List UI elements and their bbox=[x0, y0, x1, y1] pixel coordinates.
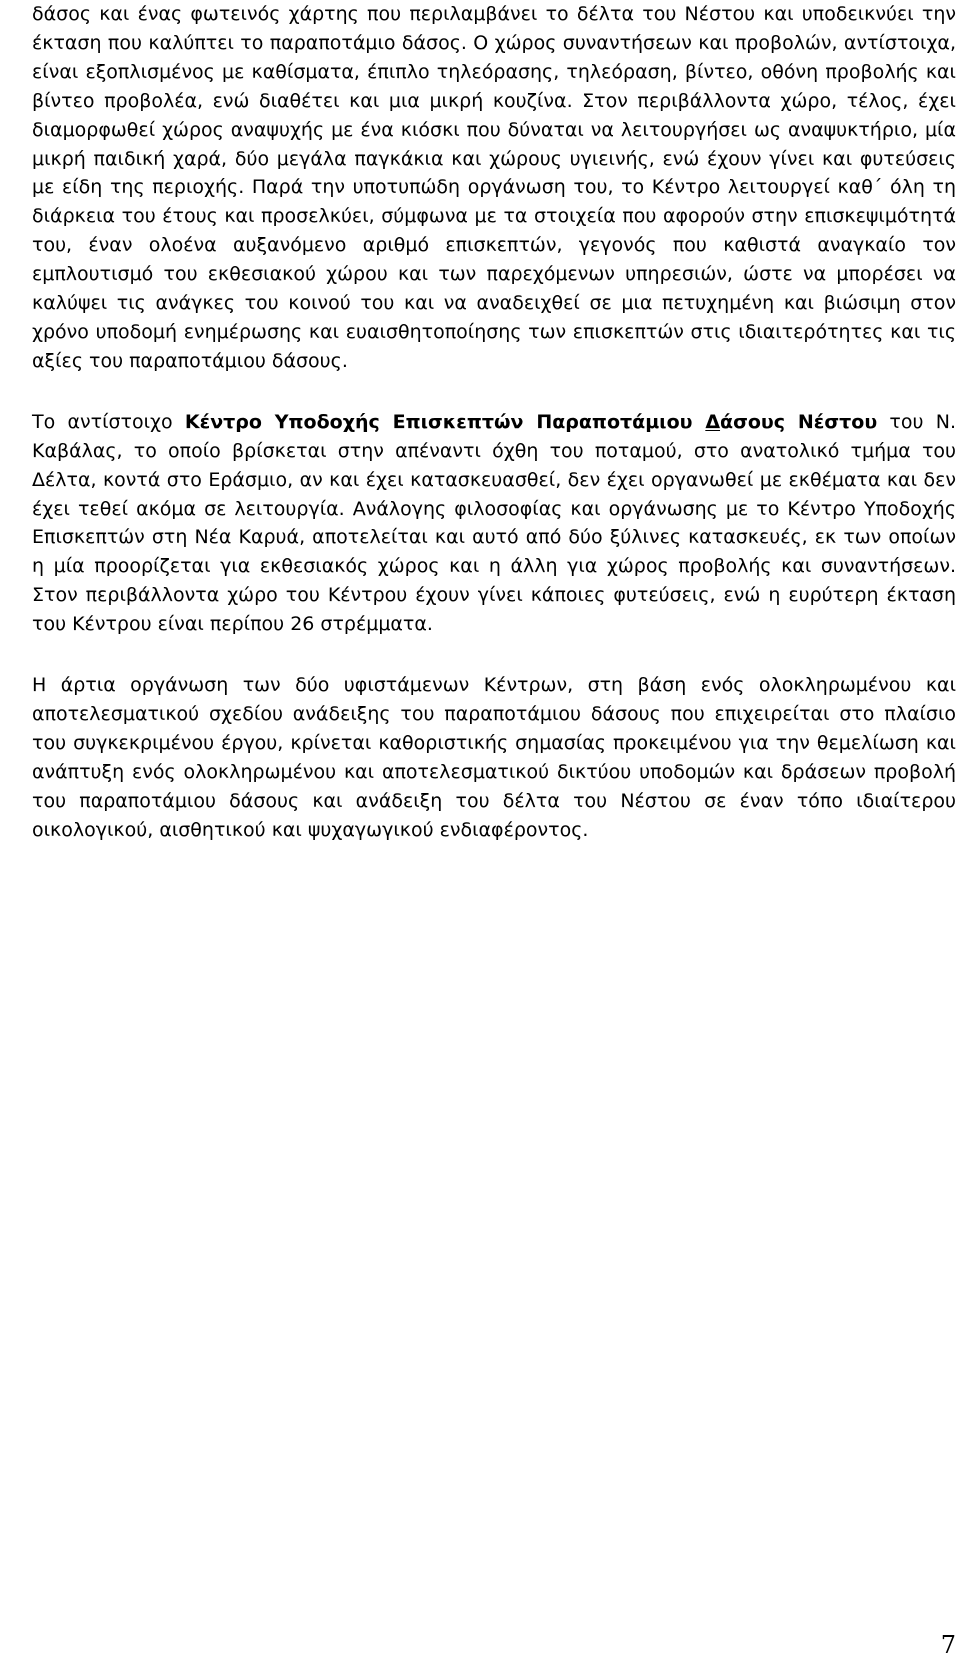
paragraph-kavala-center bbox=[32, 408, 956, 639]
page-number: 7 bbox=[940, 1631, 956, 1659]
center-name-bold bbox=[185, 411, 877, 433]
paragraph-intro-text: Το αντίστοιχο bbox=[32, 410, 185, 433]
center-name-part-2: άσους Νέστου bbox=[720, 410, 878, 433]
center-name-part-1: Κέντρο Υποδοχής Επισκεπτών Παραποτάμιου bbox=[184, 410, 706, 433]
document-page bbox=[32, 0, 956, 844]
paragraph-rest-text: του Ν. Καβάλας, το οποίο βρίσκεται στην απέναντι όχθη του ποταμού, στο ανατολικό τμήμα του Δέλτα, κοντά στο Εράσμιο, αν και έχει κατασκευασθεί, δεν έχει οργανωθεί με εκθέματα και δεν έχει τεθεί ακόμα σε λειτουργία. Ανάλογης φιλοσοφίας και οργάνωσης με το Κέντρο Υποδοχής Επισκεπτών στη Νέα Καρυά, αποτελείται και αυτό από δύο ξύλινες κατασκευές, εκ των οποίων η μία προορίζεται για εκθεσιακός χώρος και η άλλη για χώρος προβολής και συναντήσεων. Στον περιβάλλοντα χώρο του Κέντρου έχουν γίνει κάποιες φυτεύσεις, ενώ η ευρύτερη έκταση του Κέντρου είναι περίπου 26 στρέμματα. bbox=[32, 410, 956, 636]
paragraph-conclusion: Η άρτια οργάνωση των δύο υφιστάμενων Κέντρων, στη βάση ενός ολοκληρωμένου και αποτελεσματικού σχεδίου ανάδειξης του παραποτάμιου δάσους που επιχειρείται στο πλαίσιο του συγκεκριμένου έργου, κρίνεται καθοριστικής σημασίας προκειμένου για την θεμελίωση και ανάπτυξη ενός ολοκληρωμένου και αποτελεσματικού δικτύου υποδομών και δράσεων προβολή του παραποτάμιου δάσους και ανάδειξη του δέλτα του Νέστου σε έναν τόπο ιδιαίτερου οικολογικού, αισθητικού και ψυχαγωγικού ενδιαφέροντος. bbox=[32, 674, 956, 841]
center-name-underlined-letter: Δ bbox=[705, 410, 721, 433]
paragraph-visitor-center-description: δάσος και ένας φωτεινός χάρτης που περιλαμβάνει το δέλτα του Νέστου και υποδεικνύει την έκταση που καλύπτει το παραποτάμιο δάσος. Ο χώρος συναντήσεων και προβολών, αντίστοιχα, είναι εξοπλισμένος με καθίσματα, έπιπλο τηλεόρασης, τηλεόραση, βίντεο, οθόνη προβολής και βίντεο προβολέα, ενώ διαθέτει και μια μικρή κουζίνα. Στον περιβάλλοντα χώρο, τέλος, έχει διαμορφωθεί χώρος αναψυχής με ένα κιόσκι που δύναται να λειτουργήσει ως αναψυκτήριο, μία μικρή παιδική χαρά, δύο μεγάλα παγκάκια και χώρους υγιεινής, ενώ έχουν γίνει και φυτεύσεις με είδη της περιοχής. Παρά την υποτυπώδη οργάνωση του, το Κέντρο λειτουργεί καθ΄ όλη τη διάρκεια του έτους και προσελκύει, σύμφωνα με τα στοιχεία που αφορούν στην επισκεψιμότητά του, έναν ολοένα αυξανόμενο αριθμό επισκεπτών, γεγονός που καθιστά αναγκαίο τον εμπλουτισμό του εκθεσιακού χώρου και των παρεχόμενων υπηρεσιών, ώστε να μπορέσει να καλύψει τις ανάγκες του κοινού του και να αναδειχθεί σε μια πετυχημένη και βιώσιμη στον χρόνο υποδομή ενημέρωσης και ευαισθητοποίησης των επισκεπτών στις ιδιαιτερότητες και τις αξίες του παραποτάμιου δάσους. bbox=[32, 3, 956, 372]
